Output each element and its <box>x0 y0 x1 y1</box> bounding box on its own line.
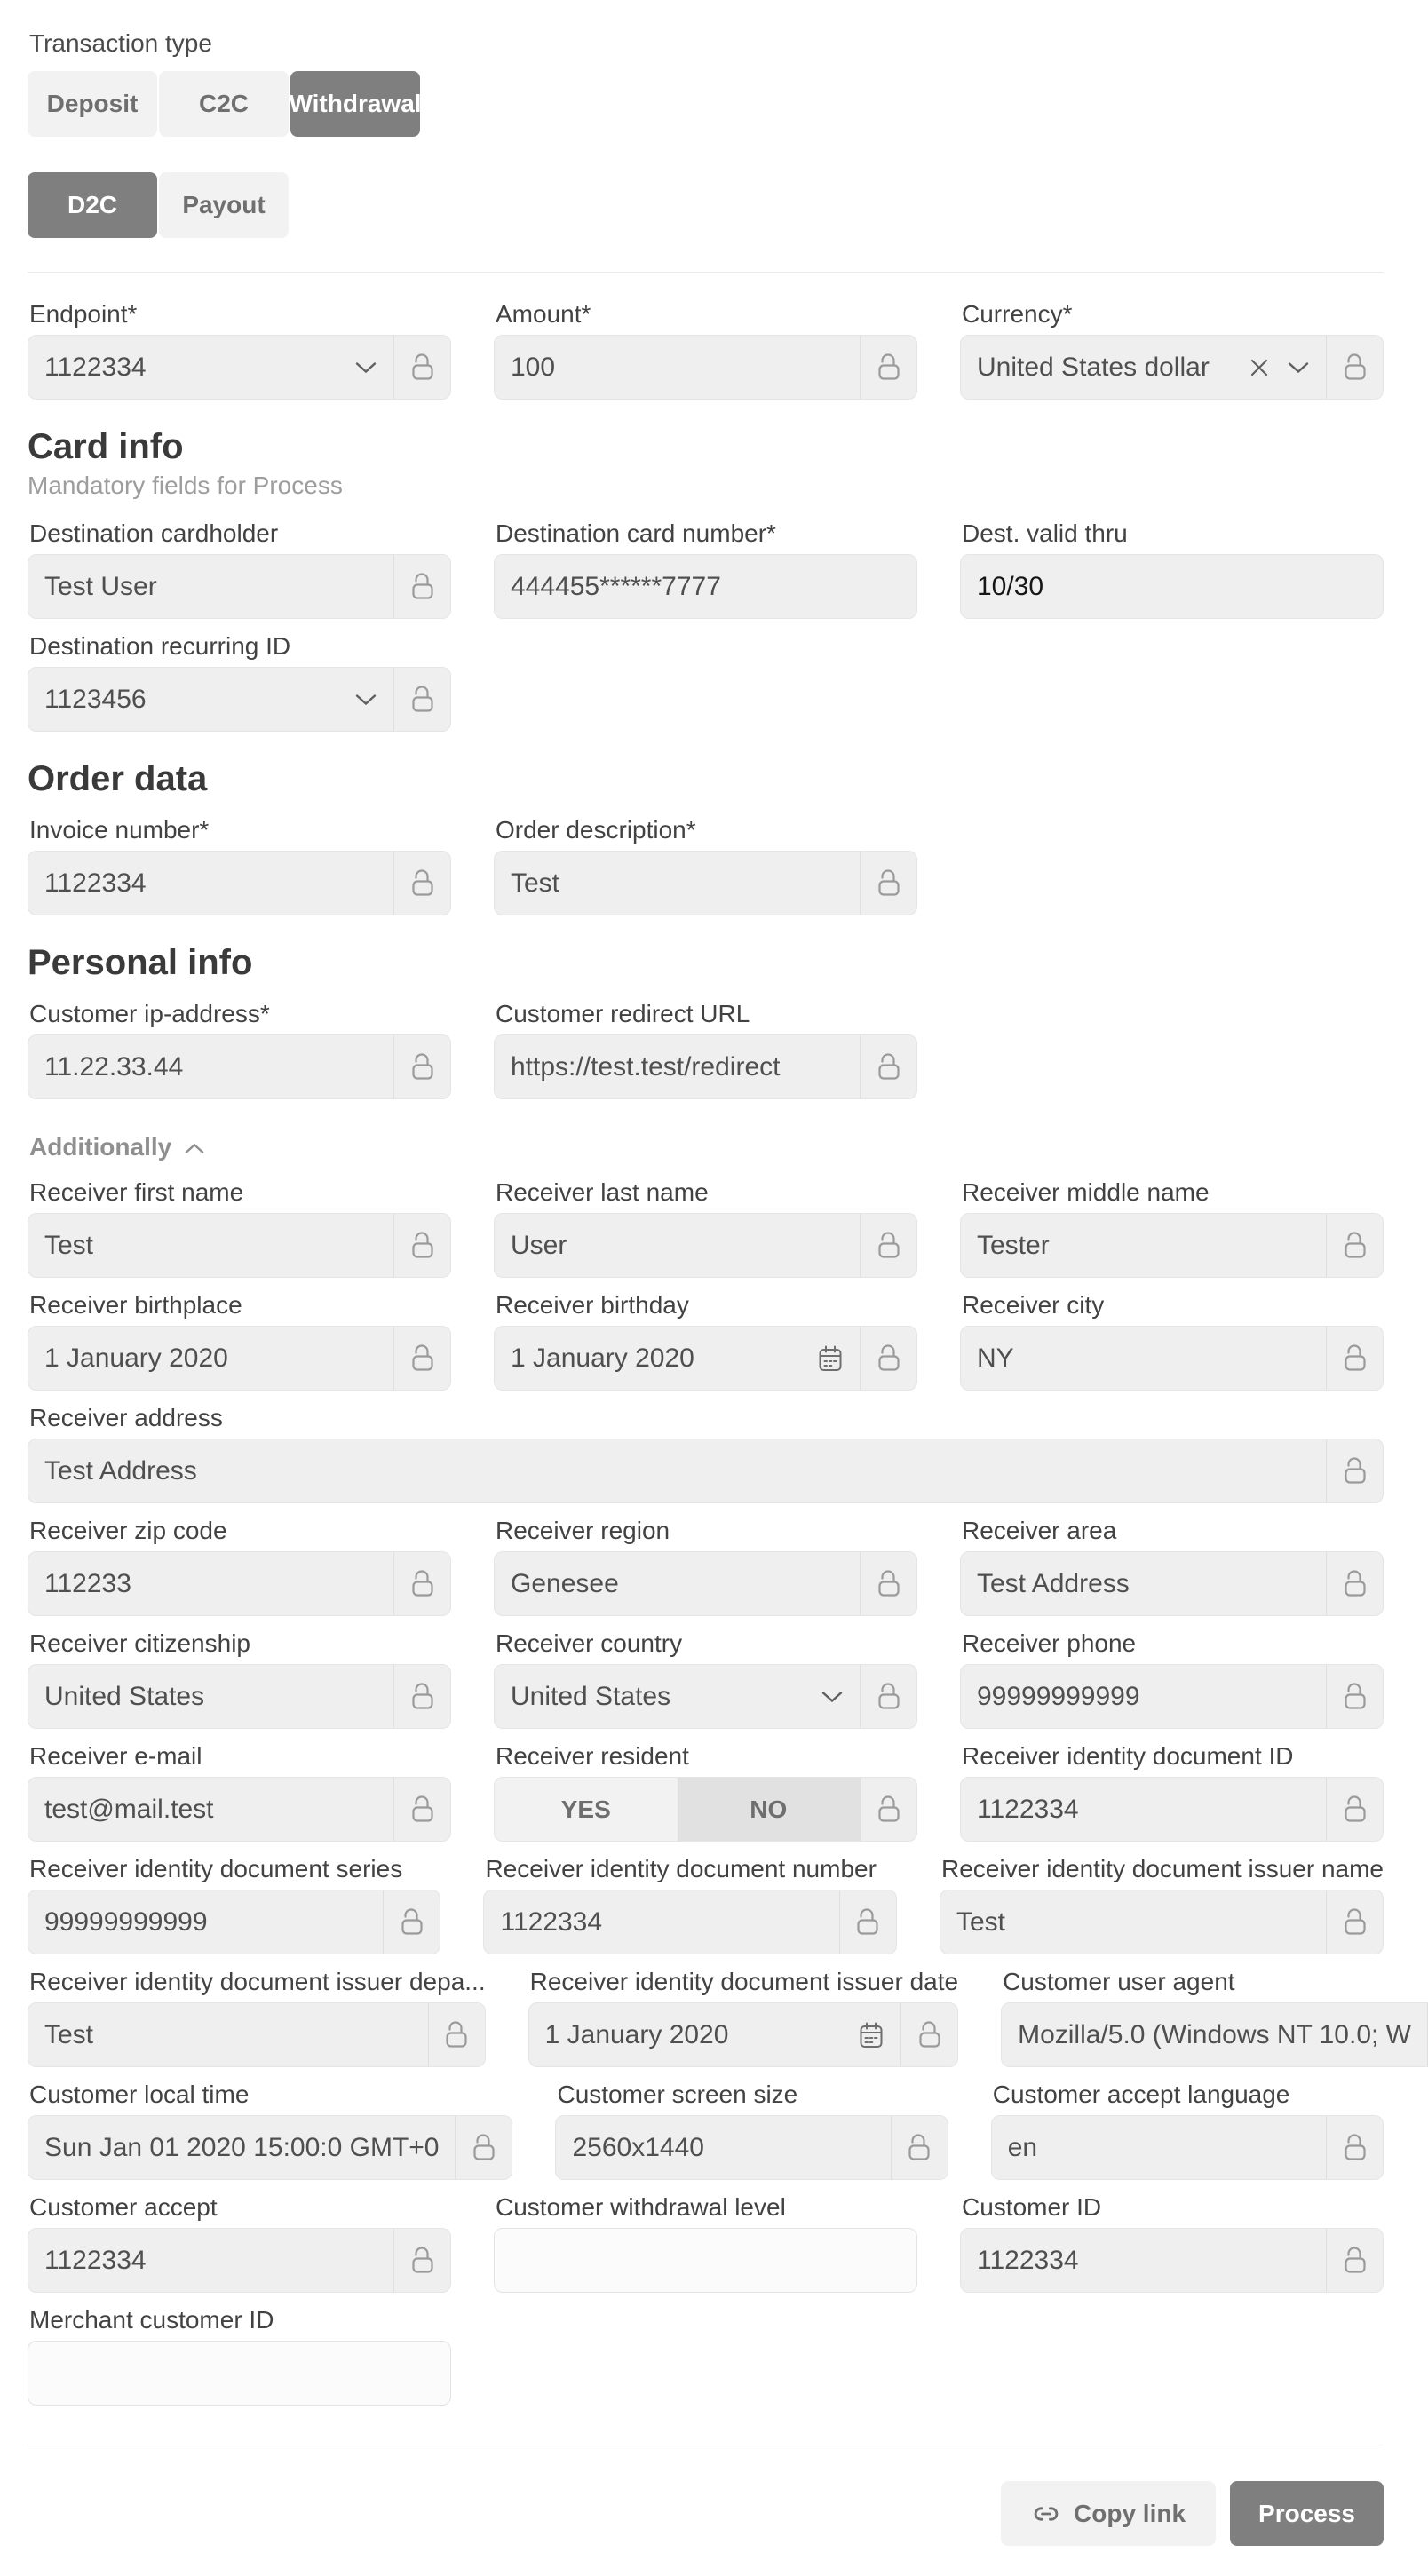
customer-ip-address-field <box>28 999 451 1099</box>
destination-card-number-label: Destination card number* <box>496 519 776 547</box>
receiver-first-name-input[interactable] <box>28 1213 451 1278</box>
dest-valid-thru-label: Dest. valid thru <box>962 519 1128 547</box>
transaction-type-c2c-button[interactable]: C2C <box>159 71 289 137</box>
customer-user-agent-input[interactable] <box>1001 2002 1428 2067</box>
customer-id-label: Customer ID <box>962 2193 1102 2221</box>
receiver-identity-document-issuer-date-input[interactable] <box>528 2002 958 2067</box>
receiver-middle-name-input[interactable] <box>960 1213 1384 1278</box>
receiver-region-input[interactable] <box>494 1551 917 1616</box>
receiver-middle-name-label: Receiver middle name <box>962 1178 1210 1206</box>
transaction-type-group <box>28 71 1384 137</box>
receiver-resident-input[interactable] <box>494 1777 917 1842</box>
customer-id-input[interactable] <box>960 2228 1384 2293</box>
lock-icon[interactable] <box>1326 1890 1383 1954</box>
lock-icon[interactable] <box>860 1665 916 1728</box>
chevron-down-icon[interactable] <box>354 361 377 375</box>
lock-icon[interactable] <box>1326 1214 1383 1277</box>
amount-value: 100 <box>511 352 556 382</box>
currency-label: Currency* <box>962 300 1073 328</box>
customer-withdrawal-level-input[interactable] <box>494 2228 917 2293</box>
destination-card-number-value: 444455******7777 <box>511 571 721 601</box>
receiver-zip-code-value: 112233 <box>44 1568 131 1598</box>
receiver-last-name-label: Receiver last name <box>496 1178 709 1206</box>
transaction-subtype-d2c-button[interactable]: D2C <box>28 172 157 238</box>
customer-local-time-value: Sun Jan 01 2020 15:00:0 GMT+0 <box>44 2132 440 2162</box>
receiver-region-value: Genesee <box>511 1568 619 1598</box>
merchant-customer-id-field <box>28 2305 451 2406</box>
customer-ip-address-value: 11.22.33.44 <box>44 1051 184 1082</box>
receiver-identity-document-issuer-department-field <box>28 1967 486 2067</box>
receiver-identity-document-series-label: Receiver identity document series <box>29 1855 403 1882</box>
lock-icon[interactable] <box>428 2003 485 2066</box>
receiver-identity-document-number-value: 1122334 <box>500 1906 603 1937</box>
receiver-city-value: NY <box>977 1343 1014 1373</box>
lock-icon[interactable] <box>455 2116 512 2179</box>
lock-icon[interactable] <box>1326 336 1383 399</box>
chevron-down-icon[interactable] <box>354 693 377 707</box>
lock-icon[interactable] <box>393 1035 450 1098</box>
lock-icon[interactable] <box>860 852 916 915</box>
receiver-last-name-input[interactable] <box>494 1213 917 1278</box>
lock-icon[interactable] <box>393 852 450 915</box>
receiver-identity-document-number-label: Receiver identity document number <box>485 1855 877 1882</box>
receiver-address-label: Receiver address <box>29 1404 223 1431</box>
receiver-address-field <box>28 1403 1384 1503</box>
order-description-label: Order description* <box>496 816 696 844</box>
receiver-zip-code-label: Receiver zip code <box>29 1517 227 1544</box>
field-row <box>28 1177 1384 1278</box>
lock-icon[interactable] <box>891 2116 948 2179</box>
receiver-resident-label: Receiver resident <box>496 1742 689 1770</box>
receiver-identity-document-series-field <box>28 1854 440 1954</box>
receiver-address-value: Test Address <box>44 1455 197 1486</box>
copy-link-label: Copy link <box>1074 2499 1186 2527</box>
receiver-birthday-input[interactable] <box>494 1326 917 1391</box>
destination-recurring-id-field <box>28 631 451 732</box>
destination-card-number-input[interactable] <box>494 554 917 619</box>
chevron-down-icon[interactable] <box>1287 361 1310 375</box>
customer-accept-field <box>28 2192 451 2293</box>
footer <box>28 2445 1384 2567</box>
endpoint-value: 1122334 <box>44 352 147 382</box>
currency-value: United States dollar <box>977 352 1210 382</box>
receiver-citizenship-field <box>28 1629 451 1729</box>
dest-valid-thru-value: 10/30 <box>977 571 1044 601</box>
clear-icon[interactable] <box>1248 356 1271 379</box>
receiver-birthplace-value: 1 January 2020 <box>44 1343 228 1373</box>
destination-cardholder-input[interactable] <box>28 554 451 619</box>
receiver-identity-document-issuer-name-input[interactable] <box>940 1890 1384 1954</box>
destination-recurring-id-label: Destination recurring ID <box>29 632 291 660</box>
receiver-identity-document-issuer-name-field <box>940 1854 1384 1954</box>
section-subtitle: Mandatory fields for Process <box>28 472 343 499</box>
receiver-identity-document-id-value: 1122334 <box>977 1794 1079 1824</box>
endpoint-input[interactable] <box>28 335 451 400</box>
lock-icon[interactable] <box>393 1665 450 1728</box>
field-row <box>28 1854 1384 1954</box>
customer-ip-address-input[interactable] <box>28 1034 451 1099</box>
currency-input[interactable] <box>960 335 1384 400</box>
transaction-type-withdrawal-button[interactable]: Withdrawal <box>290 71 420 137</box>
receiver-phone-field <box>960 1629 1384 1729</box>
receiver-email-label: Receiver e-mail <box>29 1742 202 1770</box>
receiver-first-name-field <box>28 1177 451 1278</box>
lock-icon[interactable] <box>393 336 450 399</box>
customer-user-agent-field <box>1001 1967 1428 2067</box>
currency-field <box>960 299 1384 400</box>
receiver-first-name-label: Receiver first name <box>29 1178 244 1206</box>
customer-withdrawal-level-label: Customer withdrawal level <box>496 2193 786 2221</box>
lock-icon[interactable] <box>860 1327 916 1390</box>
amount-label: Amount* <box>496 300 591 328</box>
receiver-zip-code-field <box>28 1516 451 1616</box>
lock-icon[interactable] <box>393 555 450 618</box>
receiver-phone-value: 99999999999 <box>977 1681 1140 1711</box>
merchant-customer-id-label: Merchant customer ID <box>29 2306 274 2334</box>
chevron-up-icon <box>184 1133 205 1161</box>
additionally-toggle[interactable] <box>29 1133 205 1161</box>
receiver-citizenship-label: Receiver citizenship <box>29 1629 250 1657</box>
lock-icon[interactable] <box>393 668 450 731</box>
receiver-resident-toggle <box>495 1778 860 1841</box>
receiver-identity-document-issuer-date-field <box>528 1967 958 2067</box>
additionally-label: Additionally <box>29 1133 172 1161</box>
lock-icon[interactable] <box>1326 1439 1383 1502</box>
invoice-number-value: 1122334 <box>44 868 147 898</box>
destination-recurring-id-input[interactable] <box>28 667 451 732</box>
lock-icon[interactable] <box>860 1035 916 1098</box>
receiver-area-value: Test Address <box>977 1568 1130 1598</box>
receiver-birthday-field <box>494 1290 917 1391</box>
transaction-type-label: Transaction type <box>29 29 212 57</box>
receiver-country-input[interactable] <box>494 1664 917 1729</box>
lock-icon[interactable] <box>900 2003 957 2066</box>
customer-user-agent-value: Mozilla/5.0 (Windows NT 10.0; W <box>1018 2019 1411 2049</box>
calendar-icon[interactable] <box>817 1344 844 1373</box>
lock-icon[interactable] <box>393 2229 450 2292</box>
field-row <box>28 1967 1411 2067</box>
customer-screen-size-input[interactable] <box>555 2115 948 2180</box>
receiver-city-field <box>960 1290 1384 1391</box>
receiver-middle-name-field <box>960 1177 1384 1278</box>
field-row <box>28 1629 1384 1729</box>
field-row <box>28 1741 1384 1842</box>
receiver-middle-name-value: Tester <box>977 1230 1050 1260</box>
receiver-first-name-value: Test <box>44 1230 94 1260</box>
receiver-identity-document-id-label: Receiver identity document ID <box>962 1742 1294 1770</box>
receiver-resident-option-yes[interactable]: YES <box>495 1778 678 1841</box>
receiver-identity-document-id-input[interactable] <box>960 1777 1384 1842</box>
order-description-input[interactable] <box>494 851 917 915</box>
receiver-city-input[interactable] <box>960 1326 1384 1391</box>
dest-valid-thru-input[interactable] <box>960 554 1384 619</box>
receiver-identity-document-issuer-department-input[interactable] <box>28 2002 486 2067</box>
receiver-region-field <box>494 1516 917 1616</box>
field-row <box>28 2080 1384 2180</box>
customer-accept-language-label: Customer accept language <box>992 2081 1290 2108</box>
receiver-citizenship-value: United States <box>44 1681 205 1711</box>
customer-accept-value: 1122334 <box>44 2245 147 2275</box>
lock-icon[interactable] <box>393 1327 450 1390</box>
customer-redirect-url-field <box>494 999 917 1099</box>
customer-local-time-input[interactable] <box>28 2115 512 2180</box>
receiver-area-field <box>960 1516 1384 1616</box>
chevron-down-icon[interactable] <box>821 1690 844 1704</box>
receiver-birthday-value: 1 January 2020 <box>511 1343 694 1373</box>
field-row <box>28 299 1384 400</box>
lock-icon[interactable] <box>860 1214 916 1277</box>
receiver-city-label: Receiver city <box>962 1291 1105 1319</box>
destination-card-number-field <box>494 519 917 619</box>
lock-icon[interactable] <box>1326 2229 1383 2292</box>
customer-withdrawal-level-field <box>494 2192 917 2293</box>
lock-icon[interactable] <box>383 1890 440 1954</box>
receiver-citizenship-input[interactable] <box>28 1664 451 1729</box>
customer-redirect-url-label: Customer redirect URL <box>496 1000 750 1027</box>
customer-accept-language-field <box>991 2080 1384 2180</box>
receiver-email-field <box>28 1741 451 1842</box>
customer-screen-size-value: 2560x1440 <box>572 2132 704 2162</box>
field-row <box>28 519 1384 619</box>
invoice-number-label: Invoice number* <box>29 816 210 844</box>
transaction-subtype-group <box>28 172 1384 238</box>
endpoint-field <box>28 299 451 400</box>
process-button[interactable] <box>1230 2481 1384 2546</box>
receiver-identity-document-issuer-name-value: Test <box>956 1906 1006 1937</box>
receiver-birthday-label: Receiver birthday <box>496 1291 689 1319</box>
destination-cardholder-value: Test User <box>44 571 157 601</box>
order-description-field <box>494 815 917 915</box>
receiver-email-input[interactable] <box>28 1777 451 1842</box>
customer-accept-input[interactable] <box>28 2228 451 2293</box>
section-title-personal-info: Personal info <box>28 943 253 982</box>
field-row <box>28 631 1384 732</box>
receiver-birthplace-input[interactable] <box>28 1326 451 1391</box>
receiver-identity-document-issuer-department-label: Receiver identity document issuer depa... <box>29 1968 486 1995</box>
lock-icon[interactable] <box>393 1778 450 1841</box>
amount-input[interactable] <box>494 335 917 400</box>
receiver-country-value: United States <box>511 1681 671 1711</box>
receiver-country-label: Receiver country <box>496 1629 683 1657</box>
receiver-area-input[interactable] <box>960 1551 1384 1616</box>
lock-icon[interactable] <box>393 1552 450 1615</box>
field-row <box>28 999 1384 1099</box>
customer-ip-address-label: Customer ip-address* <box>29 1000 270 1027</box>
receiver-resident-field <box>494 1741 917 1842</box>
lock-icon[interactable] <box>839 1890 896 1954</box>
lock-icon[interactable] <box>1326 1552 1383 1615</box>
field-row <box>28 1290 1384 1391</box>
field-row <box>28 2305 1384 2406</box>
customer-redirect-url-input[interactable] <box>494 1034 917 1099</box>
customer-local-time-field <box>28 2080 512 2180</box>
customer-accept-language-input[interactable] <box>991 2115 1384 2180</box>
receiver-birthplace-field <box>28 1290 451 1391</box>
receiver-last-name-field <box>494 1177 917 1278</box>
customer-redirect-url-value: https://test.test/redirect <box>511 1051 781 1082</box>
lock-icon[interactable] <box>1326 1327 1383 1390</box>
receiver-region-label: Receiver region <box>496 1517 670 1544</box>
destination-cardholder-field <box>28 519 451 619</box>
receiver-birthplace-label: Receiver birthplace <box>29 1291 242 1319</box>
endpoint-label: Endpoint* <box>29 300 138 328</box>
receiver-resident-option-no[interactable]: NO <box>678 1778 861 1841</box>
invoice-number-input[interactable] <box>28 851 451 915</box>
lock-icon[interactable] <box>1326 1778 1383 1841</box>
customer-user-agent-label: Customer user agent <box>1003 1968 1235 1995</box>
customer-accept-label: Customer accept <box>29 2193 218 2221</box>
destination-recurring-id-value: 1123456 <box>44 684 147 714</box>
receiver-last-name-value: User <box>511 1230 567 1260</box>
calendar-icon[interactable] <box>858 2021 885 2049</box>
receiver-email-value: test@mail.test <box>44 1794 214 1824</box>
receiver-country-field <box>494 1629 917 1729</box>
order-description-value: Test <box>511 868 560 898</box>
lock-icon[interactable] <box>860 336 916 399</box>
customer-id-field <box>960 2192 1384 2293</box>
section-title-order-data: Order data <box>28 759 208 798</box>
merchant-customer-id-input[interactable] <box>28 2341 451 2406</box>
field-row <box>28 815 1384 915</box>
lock-icon[interactable] <box>1326 2116 1383 2179</box>
receiver-identity-document-issuer-date-label: Receiver identity document issuer date <box>529 1968 959 1995</box>
customer-local-time-label: Customer local time <box>29 2081 250 2108</box>
field-row <box>28 2192 1384 2293</box>
receiver-identity-document-number-field <box>483 1854 897 1954</box>
field-row <box>28 1403 1384 1503</box>
receiver-phone-input[interactable] <box>960 1664 1384 1729</box>
receiver-identity-document-series-value: 99999999999 <box>44 1906 208 1937</box>
lock-icon[interactable] <box>860 1778 916 1841</box>
receiver-address-input[interactable] <box>28 1439 1384 1503</box>
receiver-identity-document-number-input[interactable] <box>483 1890 897 1954</box>
lock-icon[interactable] <box>1326 1665 1383 1728</box>
process-label: Process <box>1258 2499 1355 2527</box>
section-title-card-info: Card info <box>28 427 184 466</box>
amount-field <box>494 299 917 400</box>
transaction-subtype-payout-button[interactable]: Payout <box>159 172 289 238</box>
divider <box>28 272 1384 273</box>
dest-valid-thru-field <box>960 519 1384 619</box>
receiver-identity-document-issuer-date-value: 1 January 2020 <box>544 2019 729 2049</box>
destination-cardholder-label: Destination cardholder <box>29 519 279 547</box>
field-row <box>28 1516 1384 1616</box>
customer-screen-size-field <box>555 2080 948 2180</box>
receiver-area-label: Receiver area <box>962 1517 1117 1544</box>
transaction-type-deposit-button[interactable]: Deposit <box>28 71 157 137</box>
copy-link-button[interactable] <box>1001 2481 1216 2546</box>
lock-icon[interactable] <box>860 1552 916 1615</box>
receiver-zip-code-input[interactable] <box>28 1551 451 1616</box>
customer-id-value: 1122334 <box>977 2245 1079 2275</box>
link-icon <box>1031 2501 1061 2527</box>
receiver-identity-document-issuer-department-value: Test <box>44 2019 94 2049</box>
receiver-identity-document-id-field <box>960 1741 1384 1842</box>
invoice-number-field <box>28 815 451 915</box>
receiver-identity-document-issuer-name-label: Receiver identity document issuer name <box>940 1855 1384 1882</box>
customer-screen-size-label: Customer screen size <box>557 2081 798 2108</box>
form-fields <box>28 299 1411 2406</box>
customer-accept-language-value: en <box>1007 2132 1038 2162</box>
receiver-phone-label: Receiver phone <box>962 1629 1137 1657</box>
lock-icon[interactable] <box>393 1214 450 1277</box>
receiver-identity-document-series-input[interactable] <box>28 1890 440 1954</box>
